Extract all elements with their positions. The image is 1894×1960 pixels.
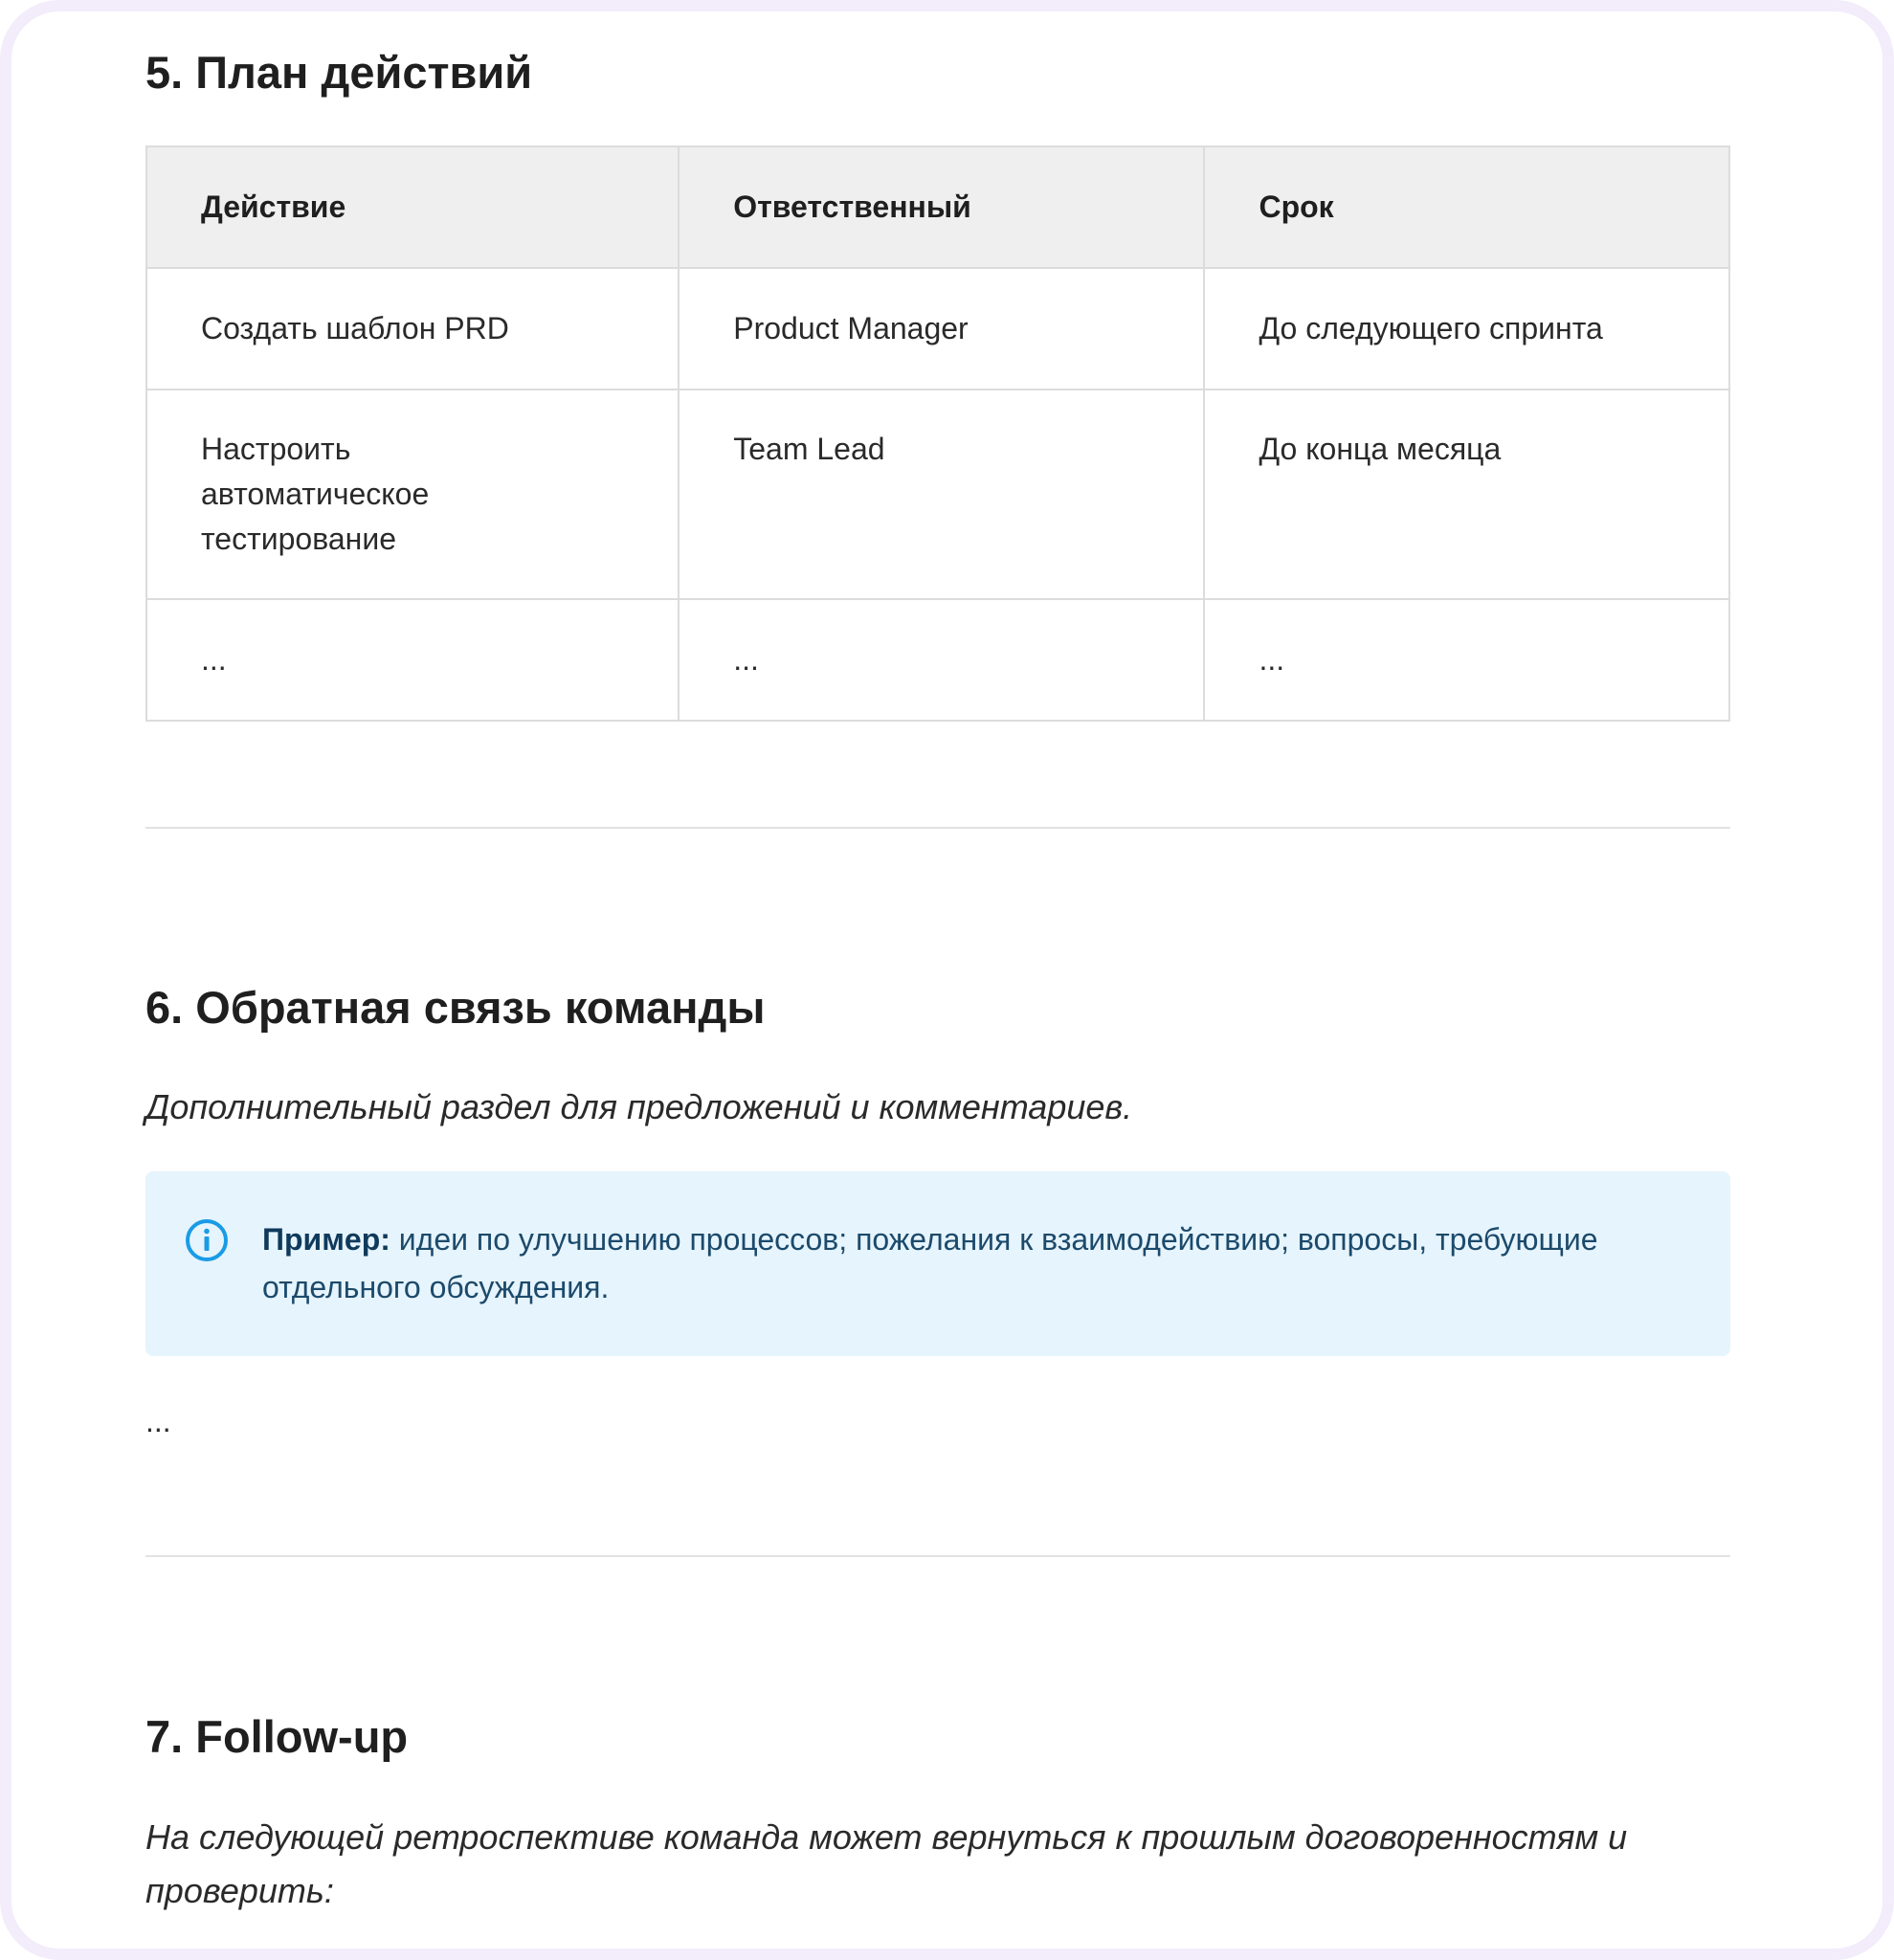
table-cell: Product Manager xyxy=(679,268,1204,390)
section-description: На следующей ретроспективе команда может вернуться к прошлым договоренностям и проверить: xyxy=(145,1817,1628,1910)
table-row xyxy=(146,390,1729,599)
table-cell: До следующего спринта xyxy=(1204,268,1729,390)
info-icon xyxy=(184,1217,230,1263)
ellipsis-text: ... xyxy=(145,1404,171,1438)
table-cell: ... xyxy=(1204,599,1729,721)
section-title-team-feedback: 6. Обратная связь команды xyxy=(145,982,766,1033)
column-header-deadline: Срок xyxy=(1204,146,1729,268)
column-header-owner: Ответственный xyxy=(679,146,1204,268)
table-header-row xyxy=(146,146,1729,268)
table-cell: ... xyxy=(146,599,679,721)
table-cell: Team Lead xyxy=(679,390,1204,599)
table-cell: Настроить автоматическое тестирование xyxy=(146,390,679,599)
info-callout xyxy=(145,1171,1730,1356)
callout-text xyxy=(262,1222,1598,1304)
table-row xyxy=(146,268,1729,390)
table-row xyxy=(146,599,1729,721)
section-description: Дополнительный раздел для предложений и комментариев. xyxy=(145,1087,1133,1126)
column-header-action: Действие xyxy=(146,146,679,268)
section-divider xyxy=(145,1555,1730,1557)
section-title-action-plan: 5. План действий xyxy=(145,47,533,98)
table-cell: До конца месяца xyxy=(1204,390,1729,599)
action-plan-table xyxy=(145,145,1730,722)
callout-label: Пример: xyxy=(262,1222,390,1257)
table-cell: Создать шаблон PRD xyxy=(146,268,679,390)
table-cell: ... xyxy=(679,599,1204,721)
section-title-follow-up: 7. Follow-up xyxy=(145,1711,409,1762)
section-divider xyxy=(145,827,1730,829)
callout-body: идеи по улучшению процессов; пожелания к взаимодействию; вопросы, требующие отдельного обсуждения. xyxy=(262,1222,1598,1304)
